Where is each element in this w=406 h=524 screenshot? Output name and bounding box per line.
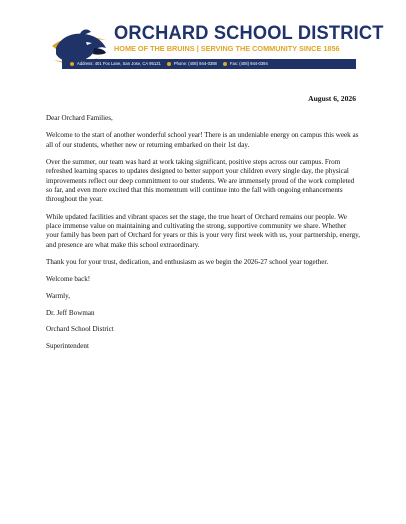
- letter-body: [46, 114, 361, 358]
- bullet-icon: [70, 62, 74, 66]
- salutation: Dear Orchard Families,: [46, 114, 113, 122]
- closing: Warmly,: [46, 292, 70, 301]
- contact-bar: [62, 59, 356, 69]
- body-paragraph: Over the summer, our team was hard at work taking significant, positive steps across our campus. From refreshed learning spaces to updates designed to better support your children every single day, the physical improvements reflect our deep commitment to our students. We are immensely proud of the work completed so far, and even more excited that this momentum will continue into the fall with ongoing enhancements throughout the year.: [46, 157, 355, 204]
- signature-title: Superintendent: [46, 341, 89, 350]
- letter-date: August 6, 2026: [308, 94, 356, 103]
- fax-text: Fax: (408) 944-0394: [229, 61, 268, 66]
- signature-organization: Orchard School District: [46, 325, 114, 334]
- signature-name: Dr. Jeff Bowman: [46, 308, 95, 317]
- body-paragraph: Welcome back!: [46, 275, 91, 284]
- phone-text: Phone: (408) 944-0388: [173, 61, 217, 66]
- letterhead: [50, 22, 384, 78]
- body-paragraph: Welcome to the start of another wonderful school year! There is an undeniable energy on campus this week as all of our students, whether new or returning embarked on their 1st day.: [46, 131, 359, 149]
- body-paragraph: Thank you for your trust, dedication, and enthusiasm as we begin the 2026-27 school year together.: [46, 258, 329, 267]
- bullet-icon: [167, 62, 171, 66]
- body-paragraph: While updated facilities and vibrant spaces set the stage, the true heart of Orchard remains our people. We place immense value on maintaining and cultivating the strong, supportive community we share. Whether your family has been part of Orchard for years or this is your very first week with us, your partnership, energy, and presence are what make this school extraordinary.: [46, 212, 361, 249]
- bullet-icon: [223, 62, 227, 66]
- district-tagline: HOME OF THE BRUINS | SERVING THE COMMUNITY SINCE 1856: [114, 44, 340, 53]
- district-name: ORCHARD SCHOOL DISTRICT: [114, 23, 384, 44]
- address-text: Address: 401 Fox Lane, San Jose, CA 95131: [77, 61, 161, 66]
